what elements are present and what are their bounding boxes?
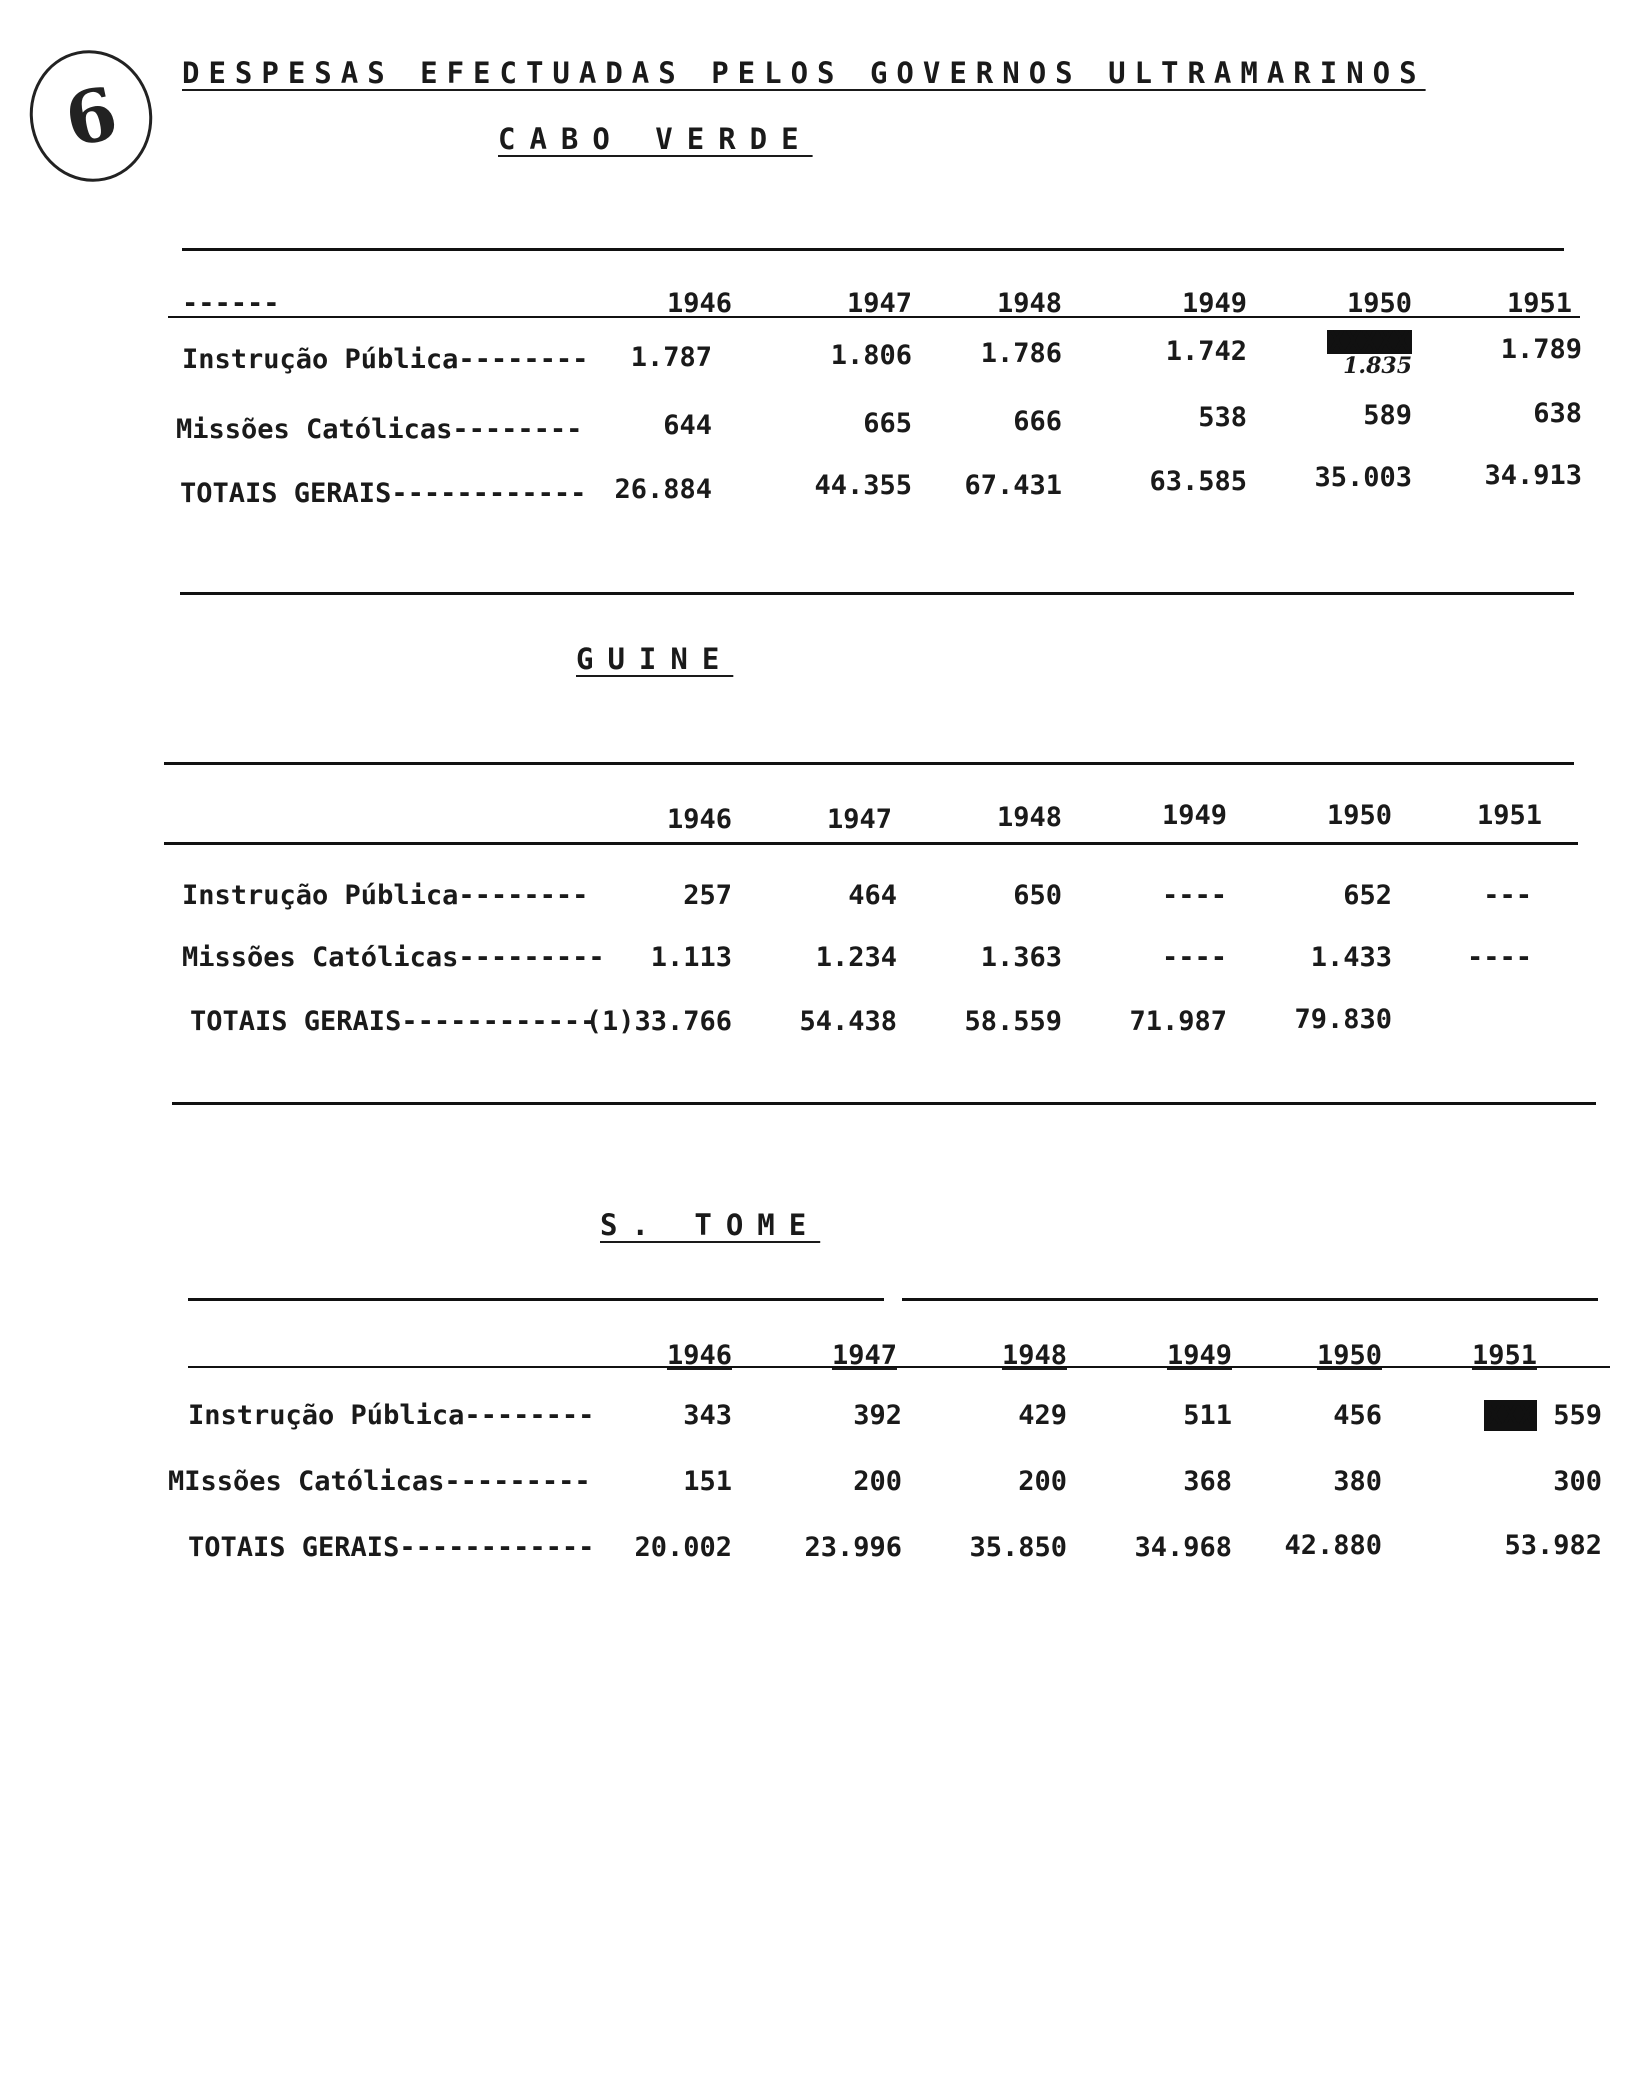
year-header: 1951 xyxy=(1471,1340,1537,1371)
table-cell: 1.113 xyxy=(650,942,732,973)
table-cell-total: 44.355 xyxy=(814,470,912,501)
section-title-s-tome: S. TOME xyxy=(600,1208,821,1242)
table-cell-total: 54.438 xyxy=(799,1006,897,1037)
section-title-guine: GUINE xyxy=(576,642,734,676)
table-cell: 257 xyxy=(683,880,732,911)
year-header: 1948 xyxy=(996,288,1062,319)
struck-out-prefix: XXX xyxy=(1486,1400,1535,1431)
table-cell-total: 42.880 xyxy=(1284,1530,1382,1561)
table-cell: 200 xyxy=(853,1466,902,1497)
year-header: 1947 xyxy=(831,1340,897,1371)
year-header: 1948 xyxy=(996,802,1062,833)
section-divider xyxy=(180,592,1574,595)
table-cell: 638 xyxy=(1533,398,1582,429)
year-header: 1949 xyxy=(1166,1340,1232,1371)
row-label: Missões Católicas--------- xyxy=(182,942,605,973)
row-label: Instrução Pública-------- xyxy=(182,880,589,911)
table-cell: 666 xyxy=(1013,406,1062,437)
cell-value: 559 xyxy=(1553,1400,1602,1431)
table-header-label: ------ xyxy=(182,288,280,319)
year-header: 1950 xyxy=(1316,1340,1382,1371)
header-rule xyxy=(164,842,1578,845)
header-rule xyxy=(168,316,1580,318)
section-divider xyxy=(172,1102,1596,1105)
table-cell: 1.787 xyxy=(630,342,712,373)
year-header: 1946 xyxy=(666,1340,732,1371)
table-cell-total: (1)33.766 xyxy=(585,1006,732,1037)
row-label: Instrução Pública-------- xyxy=(182,344,589,375)
table-cell-total: 35.003 xyxy=(1314,462,1412,493)
table-cell: 589 xyxy=(1363,400,1412,431)
year-header: 1946 xyxy=(666,804,732,835)
table-cell: 652 xyxy=(1343,880,1392,911)
year-header: 1949 xyxy=(1181,288,1247,319)
page-number-circle xyxy=(18,39,165,193)
table-cell: --- xyxy=(1483,880,1532,911)
table-cell-total: 34.968 xyxy=(1134,1532,1232,1563)
table-cell-total: 63.585 xyxy=(1149,466,1247,497)
table-cell: 1.234 xyxy=(815,942,897,973)
table-cell-total: 79.830 xyxy=(1294,1004,1392,1035)
year-header: 1946 xyxy=(666,288,732,319)
table-cell: 300 xyxy=(1553,1466,1602,1497)
year-header: 1951 xyxy=(1476,800,1542,831)
table-cell: 1.806 xyxy=(830,340,912,371)
section-title-cabo-verde: CABO VERDE xyxy=(498,122,813,156)
table-cell-corrected xyxy=(1402,1400,1602,1431)
table-cell-total: 23.996 xyxy=(804,1532,902,1563)
table-cell: 429 xyxy=(1018,1400,1067,1431)
table-cell-total: 53.982 xyxy=(1504,1530,1602,1561)
year-header: 1950 xyxy=(1346,288,1412,319)
table-cell: 1.363 xyxy=(980,942,1062,973)
year-header: 1949 xyxy=(1161,800,1227,831)
table-cell: 151 xyxy=(683,1466,732,1497)
table-cell-total: 34.913 xyxy=(1484,460,1582,491)
table-cell: 1.433 xyxy=(1310,942,1392,973)
table-cell: 511 xyxy=(1183,1400,1232,1431)
row-label-totals: TOTAIS GERAIS------------ xyxy=(180,478,587,509)
table-cell-total: 26.884 xyxy=(614,474,712,505)
table-top-rule xyxy=(182,248,1564,251)
table-cell: ---- xyxy=(1161,942,1227,973)
table-cell: 650 xyxy=(1013,880,1062,911)
table-top-rule xyxy=(164,762,1574,765)
table-cell: 464 xyxy=(848,880,897,911)
row-label-totals: TOTAIS GERAIS------------ xyxy=(190,1006,597,1037)
table-cell: 380 xyxy=(1333,1466,1382,1497)
table-cell: 665 xyxy=(863,408,912,439)
row-label: Instrução Pública-------- xyxy=(188,1400,595,1431)
table-cell: 456 xyxy=(1333,1400,1382,1431)
table-cell: 644 xyxy=(663,410,712,441)
year-header: 1947 xyxy=(846,288,912,319)
struck-out-value: XXXXX xyxy=(1328,326,1410,357)
table-cell: 1.742 xyxy=(1165,336,1247,367)
year-header: 1947 xyxy=(826,804,892,835)
table-top-rule-left xyxy=(188,1298,884,1301)
table-cell: 392 xyxy=(853,1400,902,1431)
row-label: MIssões Católicas--------- xyxy=(168,1466,591,1497)
table-cell-total: 35.850 xyxy=(969,1532,1067,1563)
table-cell: 1.786 xyxy=(980,338,1062,369)
table-cell-total: 71.987 xyxy=(1129,1006,1227,1037)
table-cell-total: 20.002 xyxy=(634,1532,732,1563)
table-cell-total: 67.431 xyxy=(964,470,1062,501)
year-header: 1951 xyxy=(1506,288,1572,319)
document-title: DESPESAS EFECTUADAS PELOS GOVERNOS ULTRAMARINOS xyxy=(182,56,1426,90)
table-cell: 1.789 xyxy=(1500,334,1582,365)
table-cell-corrected xyxy=(1262,326,1412,379)
row-label: Missões Católicas-------- xyxy=(176,414,583,445)
table-cell: 538 xyxy=(1198,402,1247,433)
table-top-rule-right xyxy=(902,1298,1598,1301)
page-number: 6 xyxy=(57,69,125,163)
row-label-totals: TOTAIS GERAIS------------ xyxy=(188,1532,595,1563)
year-header: 1948 xyxy=(1001,1340,1067,1371)
table-cell: 343 xyxy=(683,1400,732,1431)
header-rule xyxy=(188,1366,1610,1368)
table-cell-total: 58.559 xyxy=(964,1006,1062,1037)
handwritten-correction: 1.835 xyxy=(1343,353,1412,379)
table-cell: ---- xyxy=(1161,880,1227,911)
year-header: 1950 xyxy=(1326,800,1392,831)
table-cell: 368 xyxy=(1183,1466,1232,1497)
table-cell: ---- xyxy=(1466,942,1532,973)
table-cell: 200 xyxy=(1018,1466,1067,1497)
